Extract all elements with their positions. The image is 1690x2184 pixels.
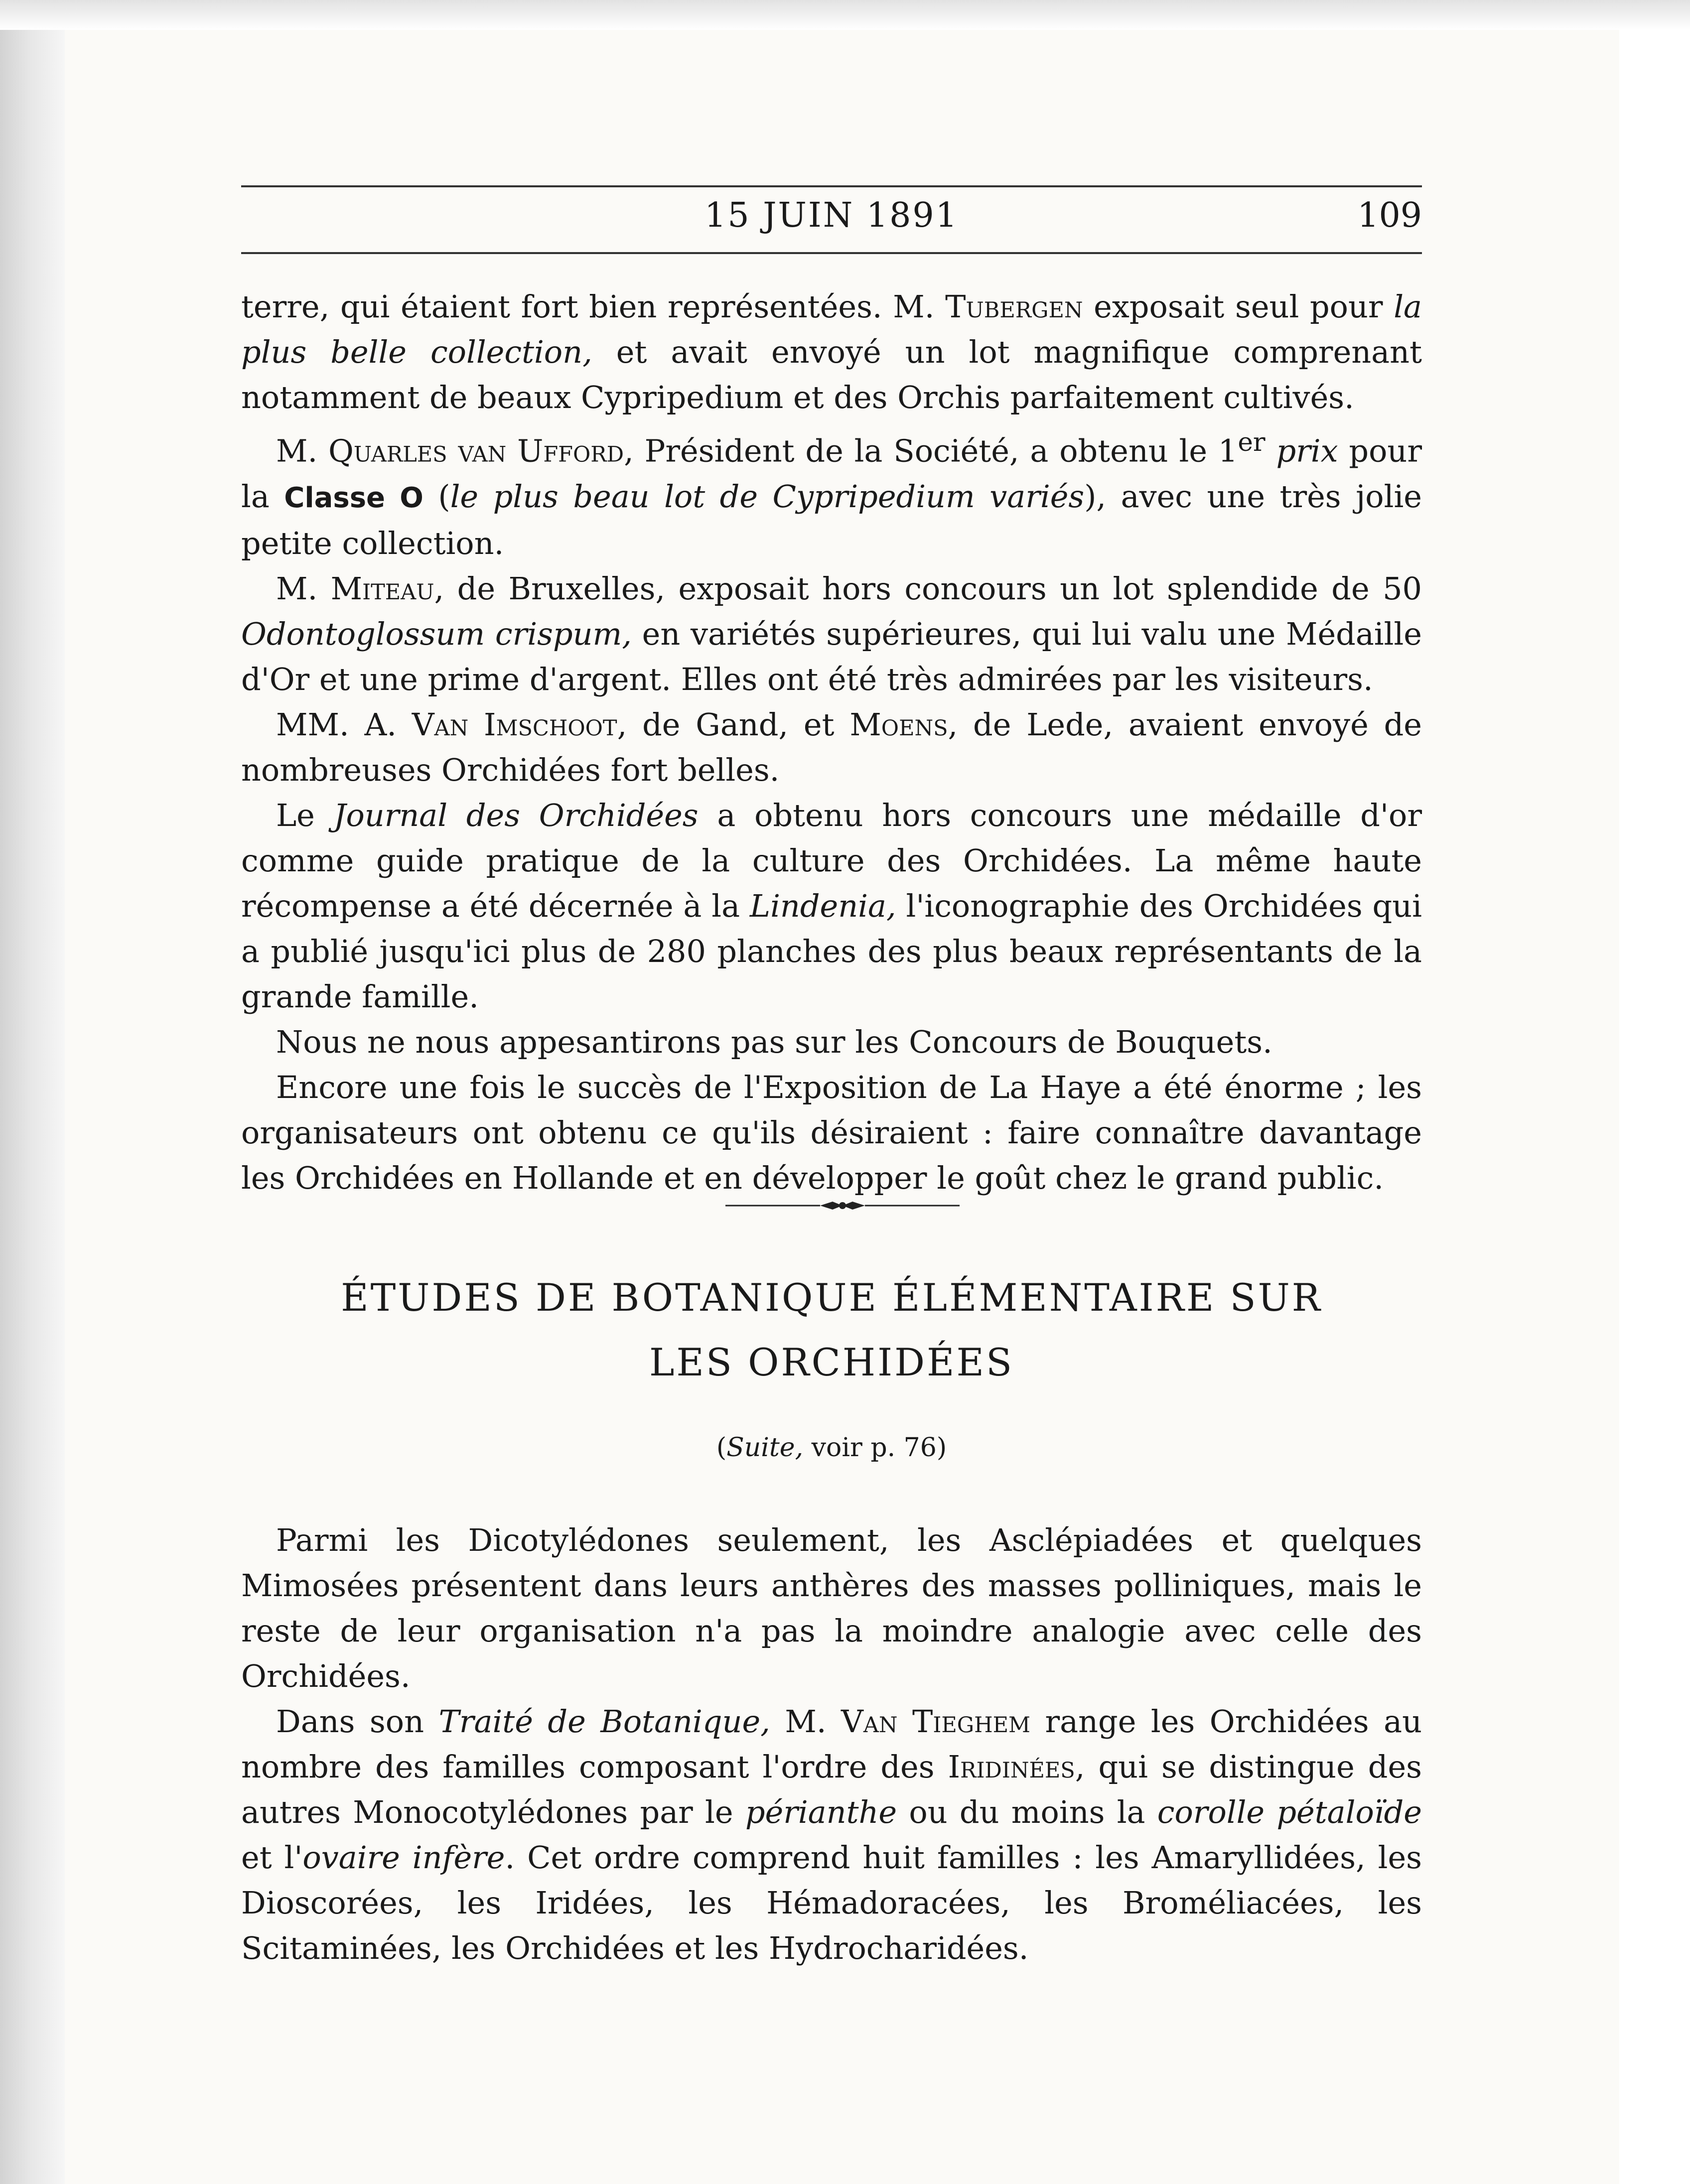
paragraph-3 — [241, 566, 1422, 702]
text: range les Orchidées au nombre des familles composant l'ordre des — [241, 1703, 1422, 1785]
article-title-line-2: LES ORCHIDÉES — [649, 1340, 1014, 1384]
text: l'iconographie des Orchidées qui a publié jusqu'ici plus de 280 planches des plus beaux représentants de la grande famille. — [241, 887, 1422, 1015]
text: pour la — [241, 432, 1422, 515]
text: , de Bruxelles, exposait hors concours un lot splendide de 50 — [434, 570, 1422, 607]
text: Le — [276, 797, 334, 833]
page-number: 109 — [1357, 196, 1422, 235]
scan-shadow-top — [0, 0, 1690, 30]
paragraph-2 — [241, 420, 1422, 566]
italic-text: le plus beau lot de Cypripedium variés — [450, 478, 1085, 515]
text: , qui se distingue des autres Monocotylédones par le — [241, 1749, 1422, 1830]
text: , Président de la Société, a obtenu le — [624, 432, 1218, 469]
text: , de Lede, avaient envoyé de nombreuses Orchidées fort belles. — [241, 706, 1422, 788]
article-title-line-1: ÉTUDES DE BOTANIQUE ÉLÉMENTAIRE SUR — [341, 1275, 1322, 1320]
text: ), avec une très jolie petite collection. — [241, 478, 1422, 561]
prize-number: 1 — [1218, 432, 1238, 469]
scan-shadow-left — [0, 0, 65, 2184]
italic-text: Lindenia, — [749, 887, 896, 924]
paragraph-6: Nous ne nous appesantirons pas sur les Concours de Bouquets. — [276, 1023, 1272, 1060]
italic-text: ovaire infère — [302, 1839, 505, 1876]
text: ou du moins la — [897, 1794, 1157, 1830]
text: exposait seul pour — [1083, 288, 1394, 325]
text: en variétés supérieures, qui lui valu une Médaille d'Or et une prime d'argent. Elles ont été très admirées par les visiteurs. — [241, 615, 1422, 697]
italic-text: Odontoglossum crispum, — [241, 615, 632, 652]
person-name: Van Tieghem — [841, 1703, 1030, 1740]
text: a obtenu hors concours une médaille d'or comme guide pratique de la culture des Orchidées. La même haute récompense a été décernée à la — [241, 797, 1422, 924]
running-header — [241, 188, 1422, 243]
italic-text: prix — [1276, 432, 1338, 469]
text: et l' — [241, 1839, 303, 1876]
text: et avait envoyé un lot magnifique comprenant notamment de beaux Cypripedium et des Orchis parfaitement cultivés. — [241, 334, 1422, 415]
section-exhibition-report — [241, 284, 1422, 1201]
italic-text: corolle pétaloïde — [1157, 1794, 1422, 1830]
prize-superscript: er — [1238, 427, 1266, 457]
section-divider-ornament — [725, 1196, 960, 1216]
text: M. — [276, 570, 331, 607]
paragraph-8: Parmi les Dicotylédones seulement, les Asclépiadées et quelques Mimosées présentent dans leurs anthères des masses polliniques, mais le reste de leur organisation n'a pas la moindre analogie avec celle des Orchidées. — [241, 1522, 1422, 1694]
person-name: Van Imschoot — [412, 706, 617, 743]
text: M. — [276, 432, 329, 469]
text: . Cet ordre comprend huit familles : les Amaryllidées, les Dioscorées, les Iridées, les Hémadoracées, les Broméliacées, les Scitaminées, les Orchidées et les Hydrocharidées. — [241, 1839, 1422, 1966]
section-botany-study — [241, 1517, 1422, 1971]
text: terre, qui étaient fort bien représentées. M. — [241, 288, 946, 325]
person-name: Miteau — [330, 570, 434, 607]
paragraph-9 — [241, 1699, 1422, 1971]
article-subtitle — [241, 1428, 1422, 1468]
italic-text: périanthe — [745, 1794, 897, 1830]
journal-title: Journal des Orchidées — [333, 797, 699, 833]
person-name: Quarles van Ufford — [328, 432, 624, 469]
header-rule-top — [241, 185, 1422, 187]
header-date: 15 JUIN 1891 — [704, 196, 959, 235]
header-rule-bottom — [241, 252, 1422, 254]
article-title — [241, 1265, 1422, 1395]
italic-text: Suite, — [726, 1433, 804, 1463]
person-name: Moens — [849, 706, 948, 743]
text: Dans son — [276, 1703, 439, 1740]
paragraph-1 — [241, 284, 1422, 420]
paragraph-5 — [241, 793, 1422, 1019]
text: voir p. 76) — [803, 1433, 947, 1463]
text: M. — [770, 1703, 842, 1740]
text: MM. A. — [276, 706, 412, 743]
order-name: Iridinées — [948, 1749, 1075, 1785]
paragraph-7: Encore une fois le succès de l'Exposition de La Haye a été énorme ; les organisateurs ont obtenu ce qu'ils désiraient : faire connaître davantage les Orchidées en Hollande et en développer le goût chez le grand public. — [241, 1069, 1422, 1196]
paragraph-4 — [241, 702, 1422, 793]
italic-text: la plus belle collection, — [241, 288, 1422, 370]
text: , de Gand, et — [617, 706, 850, 743]
person-name: Tubergen — [945, 288, 1083, 325]
book-title: Traité de Botanique, — [438, 1703, 770, 1740]
class-label: Classe O — [284, 481, 423, 514]
text: ( — [423, 478, 450, 515]
text: ( — [716, 1433, 727, 1463]
